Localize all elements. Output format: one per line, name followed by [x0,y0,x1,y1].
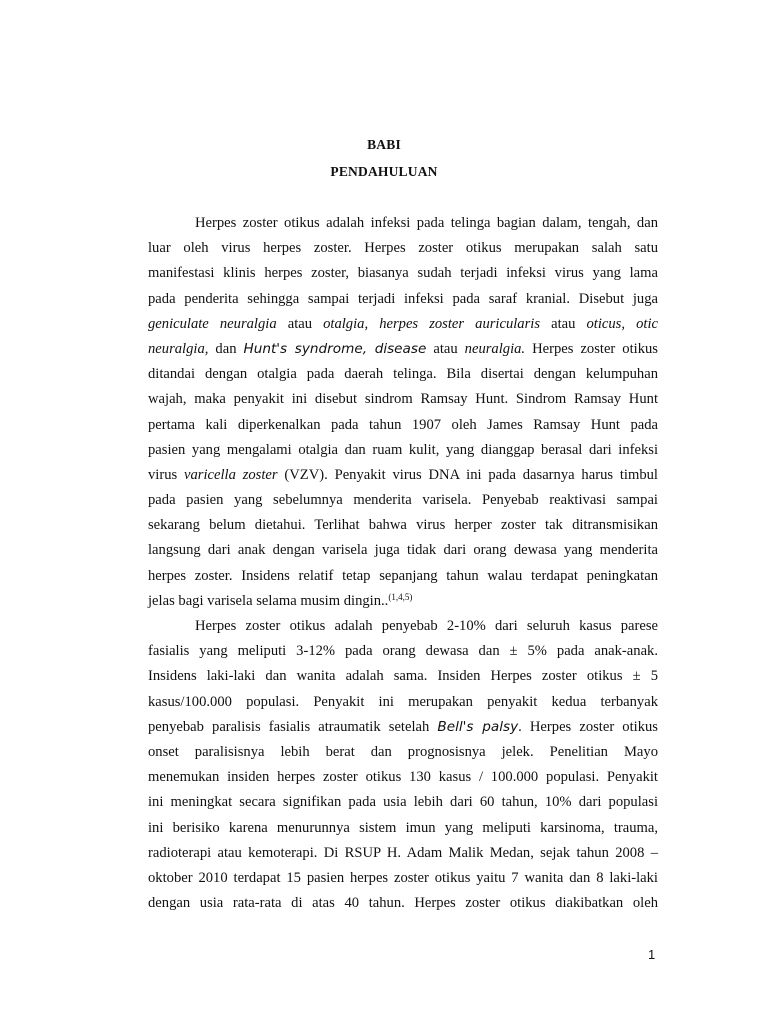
paragraph-1-line: luar oleh virus herpes zoster. Herpes zoster otikus merupakan salah satu [148,240,658,257]
text-span: (VZV). Penyakit virus DNA ini pada dasarnya harus timbul [277,466,658,483]
paragraph-1-line: Herpes zoster otikus adalah infeksi pada telinga bagian dalam, tengah, dan [195,215,658,231]
text-span: atau [540,315,587,332]
paragraph-2-line: ini meningkat secara signifikan pada usia lebih dari 60 tahun, 10% dari populasi [148,794,658,811]
paragraph-1-line: langsung dari anak dengan varisela juga tidak dari orang dewasa yang menderita [148,542,658,559]
paragraph-1-line: herpes zoster. Insidens relatif tetap sepanjang tahun walau terdapat peningkatan [148,567,658,584]
text-span: atau [426,340,465,357]
text-span: atau [276,315,324,332]
chapter-number: BABI [367,137,401,152]
paragraph-1-line: wajah, maka penyakit ini disebut sindrom Ramsay Hunt. Sindrom Ramsay Hunt [148,391,658,408]
paragraph-2-line: radioterapi atau kemoterapi. Di RSUP H. Adam Malik Medan, sejak tahun 2008 – [148,844,658,861]
page-number: 1 [648,947,656,962]
paragraph-1-line [148,312,658,337]
paragraph-1-line: ditandai dengan otalgia pada daerah telinga. Bila disertai dengan kelumpuhan [148,366,658,383]
italic-term: neuralgia, [148,340,209,357]
document-body [148,211,658,916]
text-span: dan [208,340,244,357]
paragraph-1-line [148,589,658,614]
paragraph-1-line [148,463,658,488]
italic-term: oticus, otic [586,315,658,332]
italic-term: Bell's palsy [437,718,519,735]
text-span: jelas bagi varisela selama musim dingin.. [148,592,389,609]
text-span: . Herpes zoster otikus [518,718,658,735]
paragraph-1-line: pada pasien yang sebelumnya menderita varisela. Penyebab reaktivasi sampai [148,492,658,509]
paragraph-2-line: onset paralisisnya lebih berat dan prognosisnya jelek. Penelitian Mayo [148,743,658,760]
paragraph-2-line: fasialis yang meliputi 3-12% pada orang dewasa dan ± 5% pada anak-anak. [148,643,658,660]
paragraph-1-line: manifestasi klinis herpes zoster, biasanya sudah terjadi infeksi virus yang lama [148,265,658,282]
italic-term: varicella zoster [184,466,278,483]
paragraph-1-line: pada penderita sehingga sampai terjadi infeksi pada saraf kranial. Disebut juga [148,290,658,307]
paragraph-2-line: kasus/100.000 populasi. Penyakit ini merupakan penyakit kedua terbanyak [148,693,658,710]
paragraph-2-line: oktober 2010 terdapat 15 pasien herpes zoster otikus yaitu 7 wanita dan 8 laki-laki [148,869,658,886]
text-span: virus [148,466,185,483]
paragraph-1-line: sekarang belum dietahui. Terlihat bahwa virus herper zoster tak ditransmisikan [148,517,658,534]
chapter-title: PENDAHULUAN [330,164,438,179]
paragraph-1-line: pasien yang mengalami otalgia dan ruam kulit, yang dianggap berasal dari infeksi [148,441,658,458]
paragraph-2-line: menemukan insiden herpes zoster otikus 130 kasus / 100.000 populasi. Penyakit [148,769,658,786]
text-span: Herpes zoster otikus [525,340,658,357]
paragraph-2-line: Herpes zoster otikus adalah penyebab 2-10% dari seluruh kasus parese [195,618,658,634]
paragraph-2-line: ini berisiko karena menurunnya sistem imun yang meliputi karsinoma, trauma, [148,819,658,836]
italic-term: Hunt's syndrome, disease [243,340,427,357]
paragraph-1-line [148,337,658,362]
paragraph-2-line: Insidens laki-laki dan wanita adalah sama. Insiden Herpes zoster otikus ± 5 [148,668,658,685]
citation-reference: (1,4,5) [388,591,413,602]
paragraph-1-line: pertama kali diperkenalkan pada tahun 1907 oleh James Ramsay Hunt pada [148,416,658,433]
italic-term: otalgia, herpes zoster auricularis [323,315,541,332]
paragraph-2-line [148,715,658,740]
italic-term: neuralgia. [464,340,526,357]
paragraph-2-line: dengan usia rata-rata di atas 40 tahun. Herpes zoster otikus diakibatkan oleh [148,895,658,912]
text-span: penyebab paralisis fasialis atraumatik setelah [148,718,438,735]
italic-term: geniculate neuralgia [148,315,277,332]
